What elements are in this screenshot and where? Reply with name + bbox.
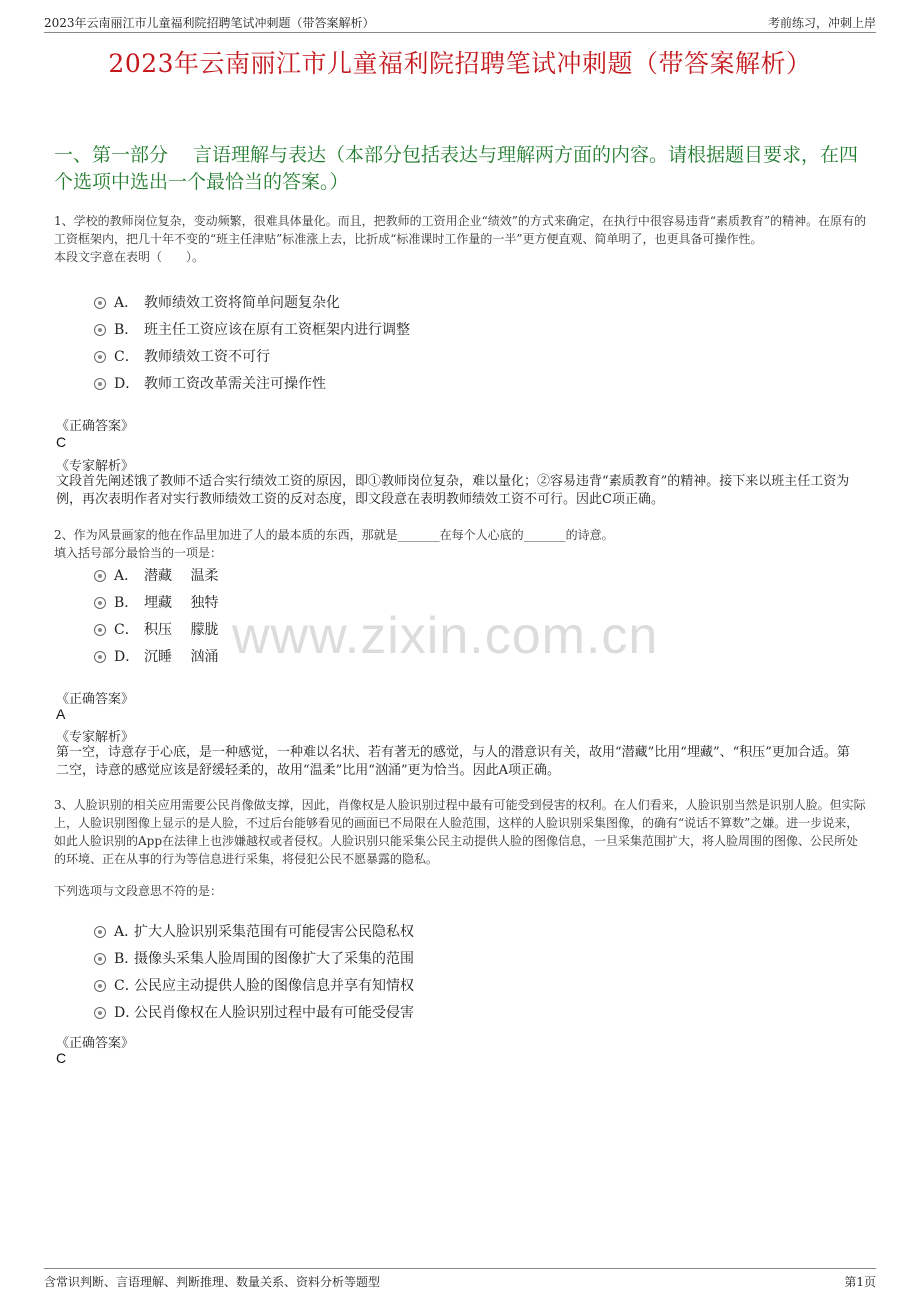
option-text: 积压 朦胧 bbox=[144, 622, 219, 638]
answer-label-3: 《正确答案》 bbox=[56, 1036, 135, 1051]
option-text: 教师工资改革需关注可操作性 bbox=[144, 376, 326, 392]
question-1 bbox=[54, 212, 870, 266]
page-footer bbox=[44, 1268, 876, 1289]
option-text: 摄像头采集人脸周围的图像扩大了采集的范围 bbox=[134, 951, 414, 967]
watermark: www.zixin.com.cn bbox=[232, 607, 659, 665]
radio-icon[interactable] bbox=[94, 597, 106, 609]
radio-icon[interactable] bbox=[94, 570, 106, 582]
option-letter: B． bbox=[114, 595, 139, 611]
radio-icon[interactable] bbox=[94, 980, 106, 992]
option-letter: B． bbox=[114, 951, 139, 967]
explanation-2: 第一空，诗意存于心底，是一种感觉，一种难以名状、若有著无的感觉，与人的潜意识有关，故用“潜藏”比用“埋藏”、“积压”更加合适。第二空，诗意的感觉应该是舒缓轻柔的，故用“温柔”比用“汹涌”更为恰当。因此A项正确。 bbox=[56, 745, 850, 778]
radio-icon[interactable] bbox=[94, 297, 106, 309]
option-text: 教师绩效工资将简单问题复杂化 bbox=[144, 295, 340, 311]
question-2 bbox=[54, 526, 870, 562]
question-3-text: 3、人脸识别的相关应用需要公民肖像做支撑，因此，肖像权是人脸识别过程中最有可能受到侵害的权利。在人们看来，人脸识别当然是识别人脸。但实际上，人脸识别图像上显示的是人脸，不过后台能够看见的画面已不局限在人脸范围，这样的人脸识别采集图像，的确有“说话不算数”之嫌。进一步说来，如此人脸识别的App在法律上也涉嫌越权或者侵权。人脸识别只能采集公民主动提供人脸的图像信息，一旦采集范围扩大，将人脸周围的图像、公民所处的环境、正在从事的行为等信息进行采集，将侵犯公民不愿暴露的隐私。 bbox=[54, 798, 866, 866]
radio-icon[interactable] bbox=[94, 1007, 106, 1019]
answer-3: C bbox=[56, 1050, 67, 1066]
page-title: 2023年云南丽江市儿童福利院招聘笔试冲刺题（带答案解析） bbox=[108, 49, 812, 78]
header-slogan: 考前练习，冲刺上岸 bbox=[767, 16, 876, 30]
radio-icon[interactable] bbox=[94, 926, 106, 938]
page-number: 第1页 bbox=[844, 1275, 876, 1289]
option-letter: D． bbox=[114, 1005, 140, 1021]
option-letter: C． bbox=[114, 349, 139, 365]
option-letter: A． bbox=[114, 568, 139, 584]
explanation-label-1: 《专家解析》 bbox=[56, 459, 135, 474]
radio-icon[interactable] bbox=[94, 351, 106, 363]
answer-label-2: 《正确答案》 bbox=[56, 692, 135, 707]
page-header bbox=[44, 12, 876, 33]
answer-1: C bbox=[56, 434, 67, 450]
option-text: 公民应主动提供人脸的图像信息并享有知情权 bbox=[134, 978, 414, 994]
option-letter: B． bbox=[114, 322, 139, 338]
section-heading: 一、第一部分 言语理解与表达（本部分包括表达与理解两方面的内容。请根据题目要求，在四个选项中选出一个最恰当的答案。） bbox=[54, 144, 859, 193]
explanation-label-2: 《专家解析》 bbox=[56, 730, 135, 745]
option-letter: A． bbox=[114, 924, 139, 940]
header-doc-title: 2023年云南丽江市儿童福利院招聘笔试冲刺题（带答案解析） bbox=[44, 16, 375, 30]
question-1-text: 1、学校的教师岗位复杂，变动频繁，很难具体量化。而且，把教师的工资用企业“绩效”的方式来确定，在执行中很容易违背“素质教育”的精神。在原有的工资框架内，把几十年不变的“班主任津贴”标准涨上去，比折成“标准课时工作量的一半”更方便直观、简单明了，也更具备可操作性。 bbox=[54, 214, 867, 246]
radio-icon[interactable] bbox=[94, 953, 106, 965]
option-letter: D． bbox=[114, 376, 140, 392]
radio-icon[interactable] bbox=[94, 651, 106, 663]
question-2-prompt: 填入括号部分最恰当的一项是： bbox=[54, 546, 223, 560]
radio-icon[interactable] bbox=[94, 324, 106, 336]
explanation-1: 文段首先阐述饿了教师不适合实行绩效工资的原因，即①教师岗位复杂，难以量化；②容易违背“素质教育”的精神。接下来以班主任工资为例，再次表明作者对实行教师绩效工资的反对态度，即文段意在表明教师绩效工资不可行。因此C项正确。 bbox=[56, 474, 850, 507]
answer-2: A bbox=[56, 706, 66, 722]
option-text: 沉睡 汹涌 bbox=[144, 649, 219, 665]
option-text: 教师绩效工资不可行 bbox=[144, 349, 270, 365]
option-text: 公民肖像权在人脸识别过程中最有可能受侵害 bbox=[134, 1005, 414, 1021]
option-letter: A． bbox=[114, 295, 139, 311]
option-letter: C． bbox=[114, 978, 139, 994]
option-letter: C． bbox=[114, 622, 139, 638]
radio-icon[interactable] bbox=[94, 378, 106, 390]
question-3-prompt: 下列选项与文段意思不符的是： bbox=[54, 884, 223, 898]
question-3 bbox=[54, 796, 870, 900]
footer-topics: 含常识判断、言语理解、判断推理、数量关系、资料分析等题型 bbox=[44, 1275, 381, 1289]
option-text: 潜藏 温柔 bbox=[144, 568, 219, 584]
option-text: 班主任工资应该在原有工资框架内进行调整 bbox=[144, 322, 410, 338]
radio-icon[interactable] bbox=[94, 624, 106, 636]
answer-label-1: 《正确答案》 bbox=[56, 419, 135, 434]
question-1-prompt: 本段文字意在表明（ ）。 bbox=[54, 250, 205, 264]
option-letter: D． bbox=[114, 649, 140, 665]
option-text: 埋藏 独特 bbox=[144, 595, 219, 611]
question-2-text: 2、作为风景画家的他在作品里加进了人的最本质的东西，那就是_______在每个人心底的_______的诗意。 bbox=[54, 528, 614, 542]
option-text: 扩大人脸识别采集范围有可能侵害公民隐私权 bbox=[134, 924, 414, 940]
